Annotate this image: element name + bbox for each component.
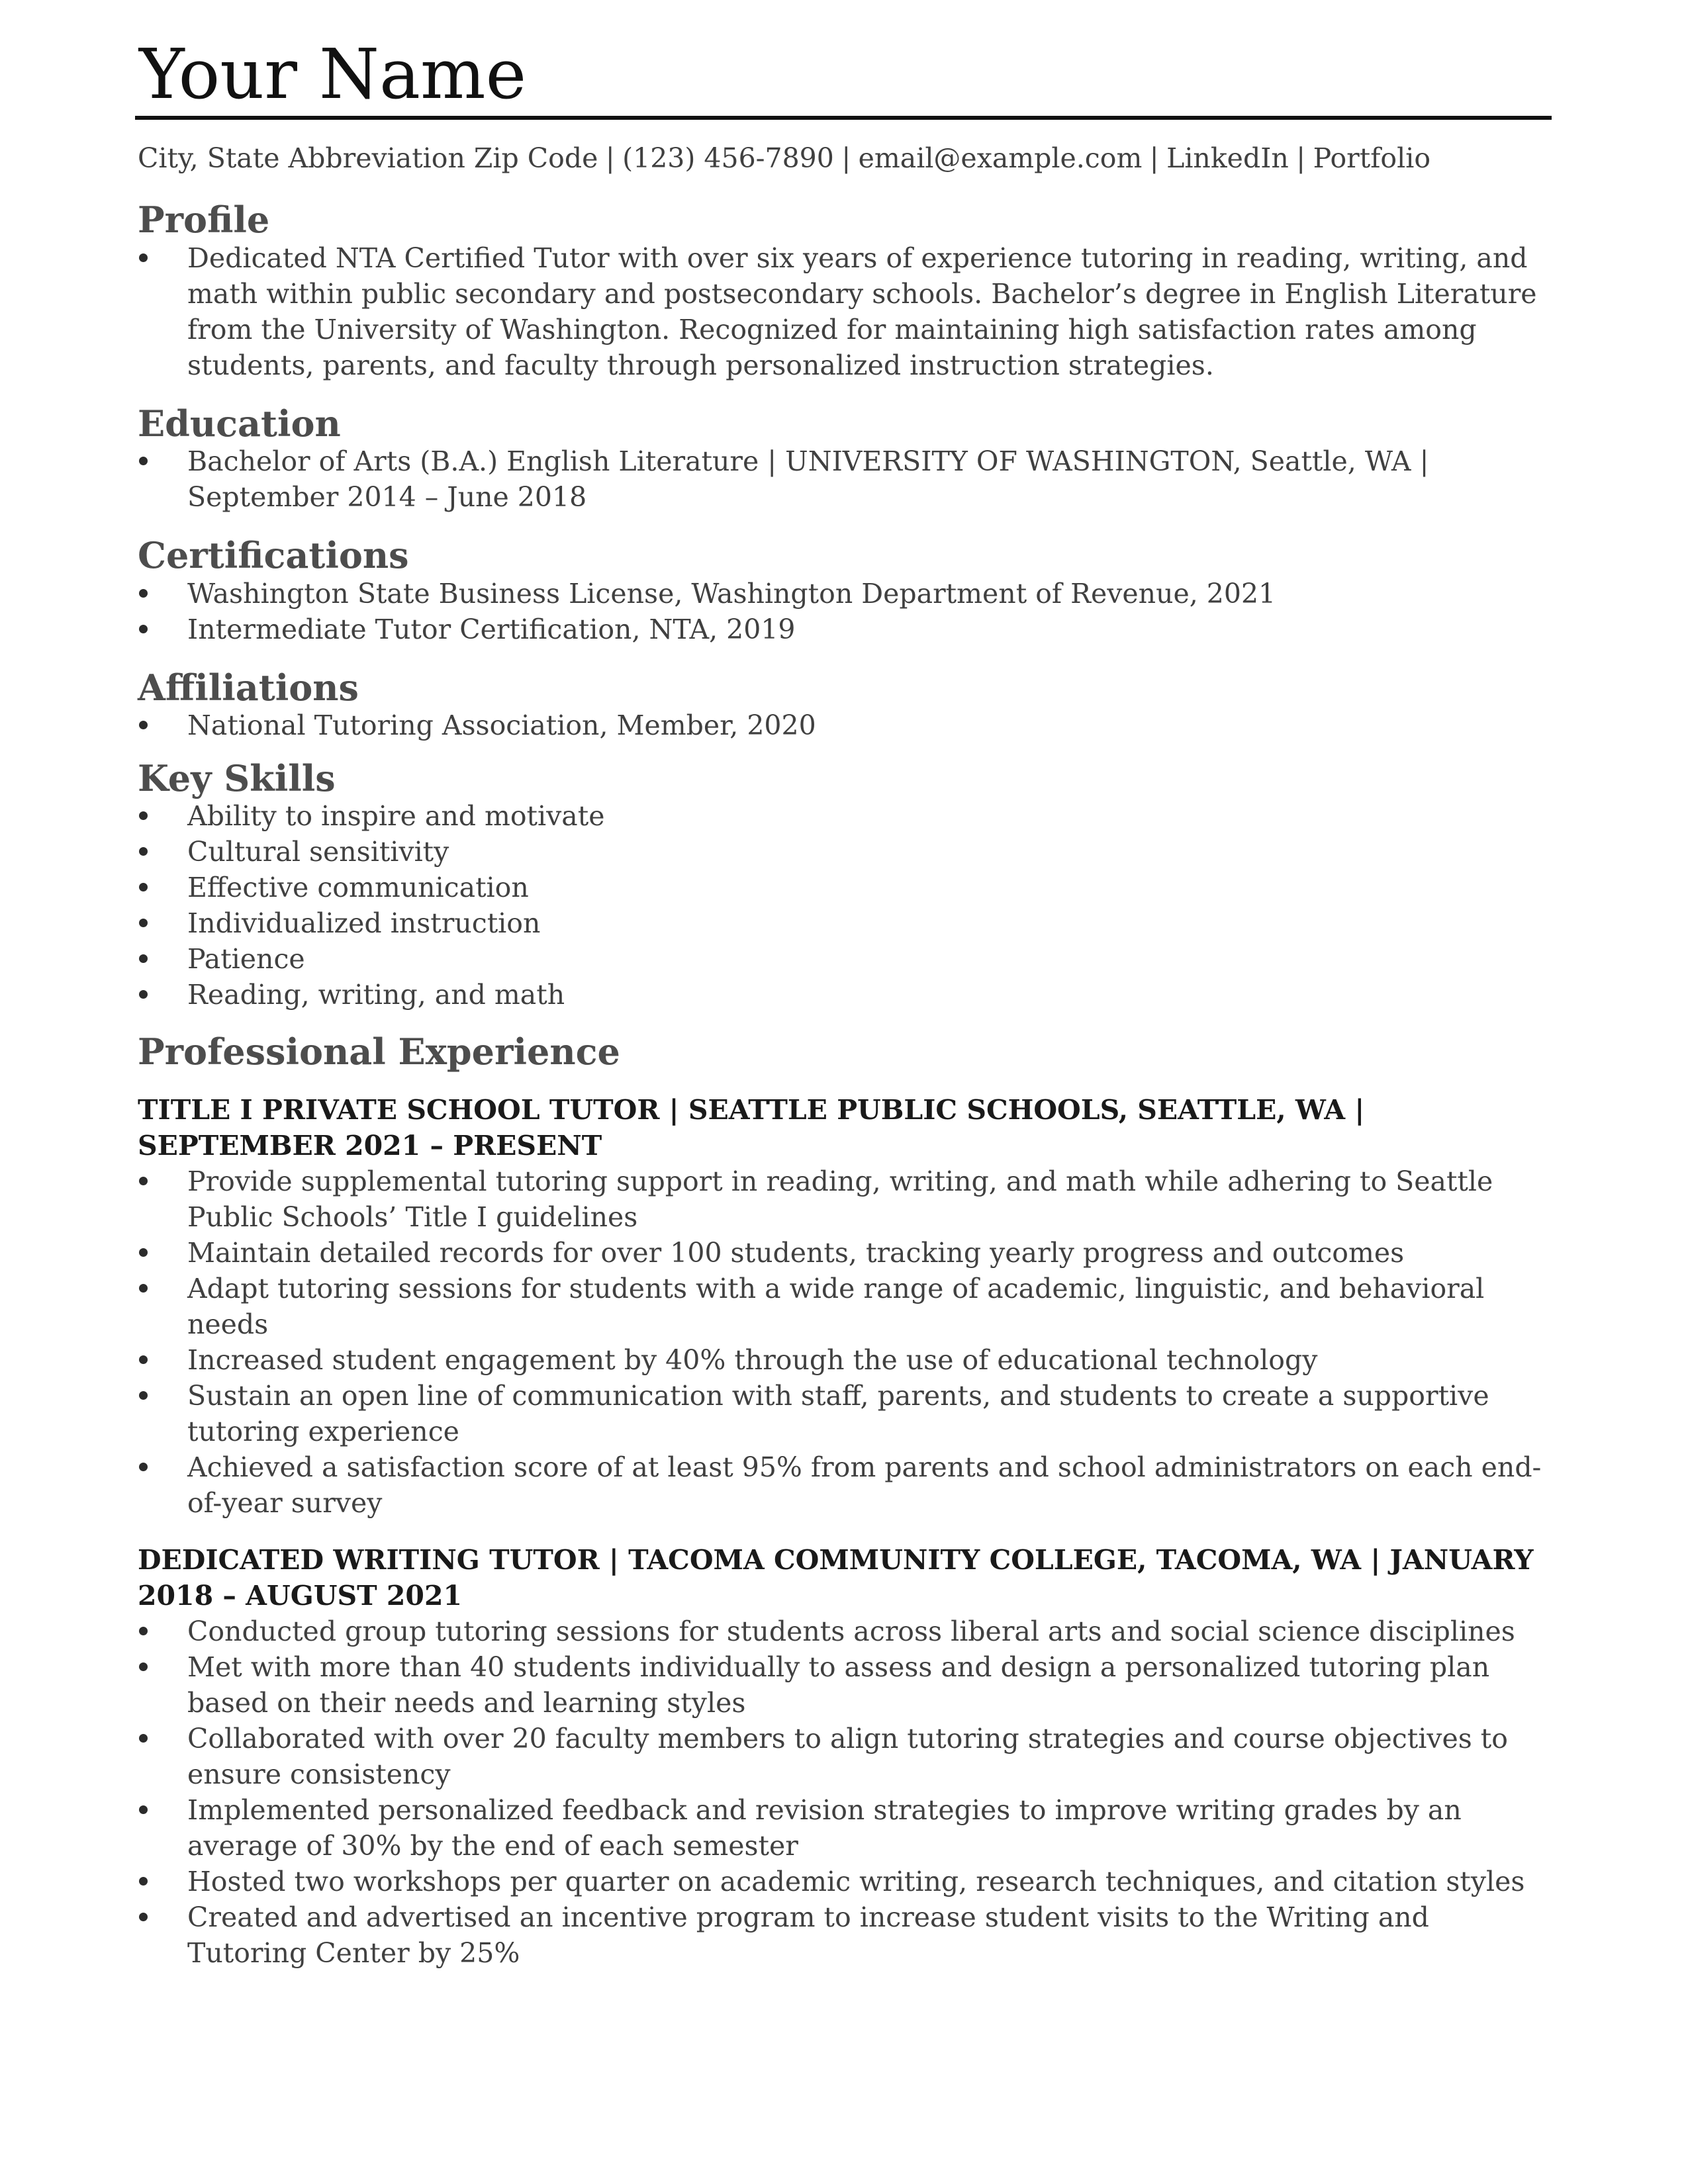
job-bullet: Met with more than 40 students individually to assess and design a personalized tutoring plan based on their needs and learning styles bbox=[138, 1649, 1554, 1721]
profile-list bbox=[138, 240, 1554, 383]
contact-separator: | bbox=[1296, 142, 1306, 175]
job-entry bbox=[138, 1542, 1554, 1971]
skill-item: Individualized instruction bbox=[138, 905, 1554, 941]
section-title-skills: Key Skills bbox=[138, 756, 336, 799]
education-item: Bachelor of Arts (B.A.) English Literature | UNIVERSITY OF WASHINGTON, Seattle, WA | September 2014 – June 2018 bbox=[138, 443, 1554, 515]
job-bullet: Increased student engagement by 40% through the use of educational technology bbox=[138, 1342, 1554, 1378]
job-entry bbox=[138, 1092, 1554, 1521]
skill-item: Ability to inspire and motivate bbox=[138, 798, 1554, 834]
contact-separator: | bbox=[605, 142, 615, 175]
job-bullet: Collaborated with over 20 faculty members to align tutoring strategies and course objectives to ensure consistency bbox=[138, 1721, 1554, 1792]
skill-item: Reading, writing, and math bbox=[138, 977, 1554, 1013]
job-bullet: Achieved a satisfaction score of at least 95% from parents and school administrators on each end-of-year survey bbox=[138, 1449, 1554, 1521]
job-heading: TITLE I PRIVATE SCHOOL TUTOR | SEATTLE PUBLIC SCHOOLS, SEATTLE, WA | SEPTEMBER 2021 – PRESENT bbox=[138, 1093, 1365, 1161]
contact-email[interactable]: email@example.com bbox=[858, 142, 1143, 175]
header-divider bbox=[135, 116, 1552, 120]
job-bullet: Adapt tutoring sessions for students with a wide range of academic, linguistic, and behavioral needs bbox=[138, 1271, 1554, 1342]
contact-portfolio[interactable]: Portfolio bbox=[1313, 142, 1431, 175]
contact-line bbox=[138, 141, 1554, 175]
contact-phone: (123) 456-7890 bbox=[622, 142, 834, 175]
education-section bbox=[138, 404, 1554, 515]
job-bullet: Conducted group tutoring sessions for students across liberal arts and social science disciplines bbox=[138, 1614, 1554, 1649]
contact-location: City, State Abbreviation Zip Code bbox=[138, 142, 598, 175]
resume-name: Your Name bbox=[139, 34, 527, 114]
job-bullet: Maintain detailed records for over 100 students, tracking yearly progress and outcomes bbox=[138, 1235, 1554, 1271]
affiliations-section bbox=[138, 668, 1554, 743]
job-bullet: Hosted two workshops per quarter on academic writing, research techniques, and citation styles bbox=[138, 1864, 1554, 1899]
certification-item: Washington State Business License, Washington Department of Revenue, 2021 bbox=[138, 576, 1554, 612]
job-bullet: Implemented personalized feedback and revision strategies to improve writing grades by an average of 30% by the end of each semester bbox=[138, 1792, 1554, 1864]
section-title-education: Education bbox=[138, 402, 341, 445]
certifications-list bbox=[138, 576, 1554, 647]
section-title-profile: Profile bbox=[138, 199, 270, 242]
skills-list bbox=[138, 798, 1554, 1013]
contact-linkedin[interactable]: LinkedIn bbox=[1166, 142, 1289, 175]
job-bullet: Provide supplemental tutoring support in reading, writing, and math while adhering to Seattle Public Schools’ Title I guidelines bbox=[138, 1163, 1554, 1235]
skill-item: Cultural sensitivity bbox=[138, 834, 1554, 870]
contact-separator: | bbox=[1149, 142, 1159, 175]
job-bullet-list bbox=[138, 1163, 1554, 1521]
job-bullet: Sustain an open line of communication with staff, parents, and students to create a supportive tutoring experience bbox=[138, 1378, 1554, 1449]
certification-item: Intermediate Tutor Certification, NTA, 2019 bbox=[138, 612, 1554, 647]
education-list bbox=[138, 443, 1554, 515]
experience-section bbox=[138, 1032, 1554, 1970]
skills-section bbox=[138, 756, 1554, 1013]
job-bullet: Created and advertised an incentive program to increase student visits to the Writing and Tutoring Center by 25% bbox=[138, 1899, 1554, 1971]
job-heading: DEDICATED WRITING TUTOR | TACOMA COMMUNITY COLLEGE, TACOMA, WA | JANUARY 2018 – AUGUST 2021 bbox=[138, 1543, 1534, 1612]
affiliation-item: National Tutoring Association, Member, 2020 bbox=[138, 707, 1554, 743]
section-title-affiliations: Affiliations bbox=[138, 666, 359, 709]
section-title-certifications: Certifications bbox=[138, 534, 409, 577]
resume-page bbox=[138, 36, 1554, 1971]
skill-item: Effective communication bbox=[138, 870, 1554, 905]
section-title-experience: Professional Experience bbox=[138, 1030, 620, 1073]
affiliations-list bbox=[138, 707, 1554, 743]
profile-item: Dedicated NTA Certified Tutor with over six years of experience tutoring in reading, writing, and math within public secondary and postsecondary schools. Bachelor’s degree in English Literature from the University of Washington. Recognized for maintaining high satisfaction rates among students, parents, and faculty through personalized instruction strategies. bbox=[138, 240, 1554, 383]
profile-section bbox=[138, 201, 1554, 383]
contact-separator: | bbox=[841, 142, 851, 175]
skill-item: Patience bbox=[138, 941, 1554, 977]
certifications-section bbox=[138, 536, 1554, 647]
job-bullet-list bbox=[138, 1614, 1554, 1971]
